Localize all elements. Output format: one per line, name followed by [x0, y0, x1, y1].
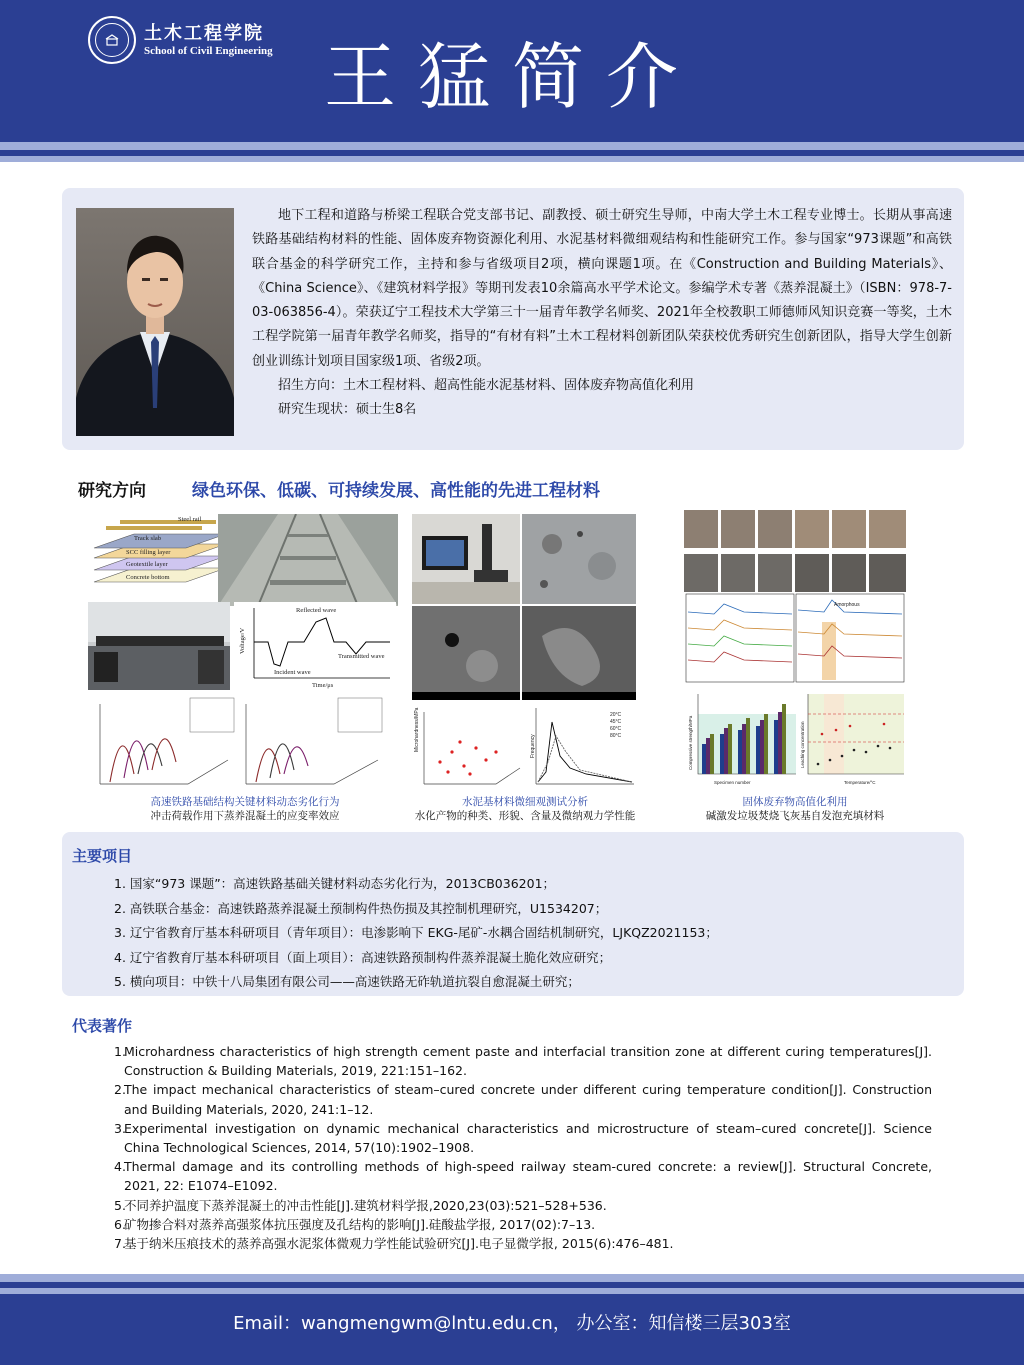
- figure-1-caption-title: 高速铁路基础结构关键材料动态劣化行为: [150, 796, 340, 808]
- publication-item: 6. 矿物掺合料对蒸养高强浆体抗压强度及孔结构的影响[J].硅酸盐学报, 2017(02):7–13.: [114, 1216, 596, 1232]
- publication-item: 2. The impact mechanical characteristics of steam–cured concrete under different curing temperature condition[J]. Construction and Building Materials, 2020, 241:1–12.: [114, 1082, 932, 1117]
- label-scc-layer: SCC filling layer: [126, 549, 171, 556]
- publications-heading: 代表著作: [72, 1017, 133, 1035]
- project-item: 2. 高铁联合基金：高速铁路蒸养混凝土预制构件热伤损及其控制机理研究，U1534207；: [114, 900, 608, 916]
- research-direction-value: 绿色环保、低碳、可持续发展、高性能的先进工程材料: [192, 481, 600, 501]
- track-structure-diagram: [86, 510, 234, 598]
- project-list: [114, 872, 954, 995]
- label-time-axis: Time/μs: [312, 682, 334, 689]
- project-item: 1. 国家“973 课题”：高速铁路基础关键材料动态劣化行为，2013CB036201；: [114, 876, 556, 891]
- micrograph-photo: [522, 514, 636, 604]
- publication-item: 5. 不同养护温度下蒸养混凝土的冲击性能[J].建筑材料学报,2020,23(03):521–528+536.: [114, 1197, 607, 1213]
- label-geotextile: Geotextile layer: [126, 561, 168, 568]
- portrait-photo: [76, 208, 234, 436]
- label-amorphous: Amorphous: [834, 602, 860, 608]
- project-item: 4. 辽宁省教育厅基本科研项目（面上项目）：高速铁路预制构件蒸养混凝土脆化效应研究；: [114, 949, 612, 965]
- label-voltage-axis: Voltage/V: [239, 627, 246, 654]
- stress-strain-3d-charts: [88, 694, 394, 792]
- research-direction-label: 研究方向: [78, 481, 146, 501]
- project-item: 5. 横向项目：中铁十八局集团有限公司——高速铁路无砟轨道抗裂自愈混凝土研究；: [114, 974, 580, 989]
- student-status: 研究生现状：硕士生8名: [278, 402, 417, 418]
- shpb-equipment-photo: [88, 602, 230, 690]
- bio-paragraph: 地下工程和道路与桥梁工程联合党支部书记、副教授、硕士研究生导师，中南大学土木工程专业博士。长期从事高速铁路基础结构材料的性能、固体废弃物资源化利用、水泥基材料微细观结构和性能研究工作。参与国家“973课题”和高铁联合基金的科学研究工作，主持和参与省级项目2项，横向课题1项。在《Construction and Building Materials》、《China Science》、《建筑材料学报》等期刊发表10余篇高水平学术论文。参编学术专著《蒸养混凝土》（ISBN：978-7-03-063856-4）。荣获辽宁工程技术大学第三十一届青年教学名师奖、2021年全校教职工师德师风知识竞赛一等奖，土木工程学院第一届青年教学名师奖，指导的“有材有料”土木工程材料创新团队荣获校优秀研究生创新团队，指导大学生创新创业训练计划项目国家级1项、省级2项。: [252, 208, 952, 369]
- figure-2-caption-title: 水泥基材料微细观测试分析: [462, 796, 588, 808]
- sem-image-2: [522, 606, 636, 700]
- intro-text: [252, 204, 952, 423]
- label-temperature: Temperature/°C: [844, 780, 876, 785]
- label-concrete-bottom: Concrete bottom: [126, 574, 170, 581]
- figure-1-caption-sub: 冲击荷载作用下蒸养混凝土的应变率效应: [150, 810, 340, 822]
- legend-45c: 45°C: [610, 719, 622, 725]
- page-title: 王猛简介: [323, 35, 700, 119]
- label-transmitted-wave: Transmitted wave: [338, 653, 385, 660]
- label-specimen-number: Specimen number: [714, 780, 751, 785]
- spectra-charts: [684, 592, 906, 688]
- figure-3-caption-title: 固体废弃物高值化利用: [742, 796, 848, 808]
- microhardness-charts: [410, 702, 640, 792]
- label-compressive-strength: Compressive strength/MPa: [688, 715, 693, 770]
- legend-60c: 60°C: [610, 726, 622, 732]
- legend-20c: 20°C: [610, 712, 622, 718]
- specimen-photo-grid: [684, 510, 906, 592]
- footer-divider-light: [0, 1274, 1024, 1282]
- publication-item: 1. Microhardness characteristics of high strength cement paste and interfacial transition zone at different curing temperatures[J]. Construction & Building Materials, 2019, 221:151–162.: [114, 1044, 932, 1079]
- legend-80c: 80°C: [610, 733, 622, 739]
- divider-light: [0, 142, 1024, 150]
- divider-light: [0, 156, 1024, 162]
- label-frequency-axis: Frequency: [530, 734, 536, 758]
- projects-heading: 主要项目: [72, 847, 133, 865]
- sem-image-1: [412, 606, 520, 700]
- figure-3-caption-sub: 碱激发垃圾焚烧飞灰基自发泡充填材料: [705, 810, 885, 822]
- microscope-setup-photo: [412, 514, 520, 604]
- label-microhardness-axis: Microhardness/MPa: [414, 707, 420, 752]
- label-steel-rail: Steel rail: [178, 516, 202, 523]
- publication-list: [114, 1042, 932, 1253]
- logo-en-text: School of Civil Engineering: [144, 44, 273, 57]
- publication-item: 4. Thermal damage and its controlling methods of high‐speed railway steam‐cured concrete: a review[J]. Structural Concrete, 2021, 22: E1074–E1092.: [114, 1159, 932, 1194]
- label-reflected-wave: Reflected wave: [296, 607, 337, 614]
- project-item: 3. 辽宁省教育厅基本科研项目（青年项目）：电渗影响下 EKG-尾矿-水耦合固结机制研究，LJKQZ2021153；: [114, 925, 718, 940]
- label-leaching-concentration: Leaching concentration: [800, 721, 805, 768]
- label-incident-wave: Incident wave: [274, 669, 311, 676]
- label-track-slab: Track slab: [134, 535, 162, 542]
- figure-2-caption-sub: 水化产物的种类、形貌、含量及微纳观力学性能: [414, 810, 636, 822]
- publication-item: 3. Experimental investigation on dynamic mechanical characteristics and microstructure of steam–cured concrete[J]. Science China Technological Sciences, 2014, 57(10):1902–1908.: [114, 1120, 932, 1156]
- contact-info: Email：wangmengwm@lntu.edu.cn， 办公室：知信楼三层303室: [233, 1313, 791, 1334]
- railway-track-photo: [218, 514, 398, 606]
- enrollment-direction: 招生方向：土木工程材料、超高性能水泥基材料、固体废弃物高值化利用: [278, 378, 695, 394]
- wave-signal-chart: [234, 602, 396, 690]
- strength-leaching-charts: [684, 690, 908, 792]
- publication-item: 7. 基于纳米压痕技术的蒸养高强水泥浆体微观力学性能试验研究[J].电子显微学报, 2015(6):476–481.: [114, 1236, 674, 1252]
- logo-cn-text: 土木工程学院: [144, 22, 264, 44]
